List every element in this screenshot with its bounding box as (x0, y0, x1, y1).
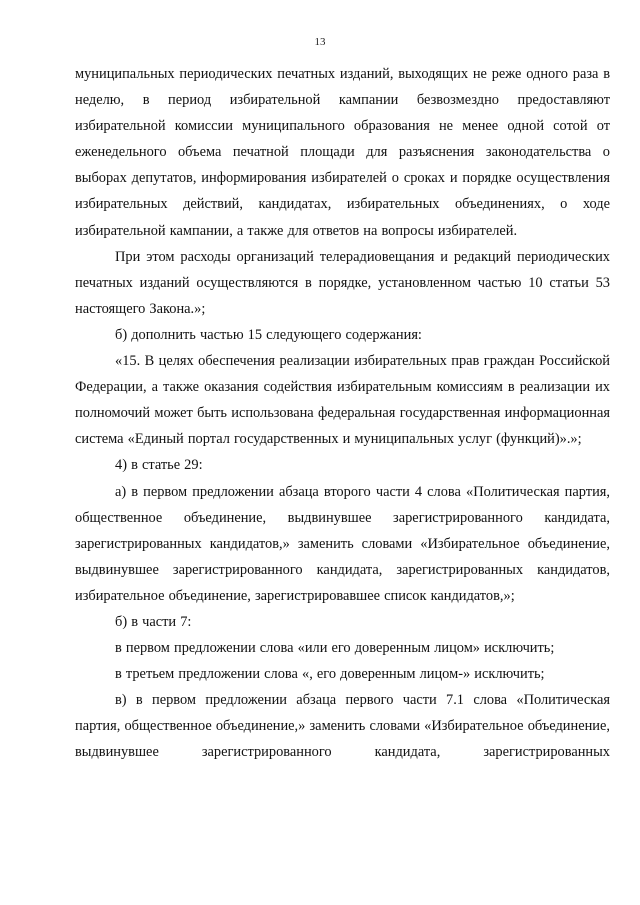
paragraph-continuation: муниципальных периодических печатных изданий, выходящих не реже одного раза в неделю, в период избирательной кампании безвозмездно предоставляют избирательной комиссии муниципального образования не менее одной сотой от еженедельного объема печатной площади для разъяснения законодательства о выборах депутатов, информирования избирателей о сроках и порядке осуществления избирательных действий, кандидатах, избирательных объединениях, о ходе избирательной кампании, а также для ответов на вопросы избирателей. (75, 66, 610, 239)
paragraph-expenses: При этом расходы организаций телерадиовещания и редакций периодических печатных изданий осуществляются в порядке, установленном частью 10 статьи 53 настоящего Закона.»; (75, 248, 610, 317)
paragraph-item-a-part-4: а) в первом предложении абзаца второго части 4 слова «Политическая партия, общественное объединение, выдвинувшее зарегистрированного кандидата, зарегистрированных кандидатов,» заменить словами «Избирательное объединение, выдвинувшее зарегистрированного кандидата, зарегистрированных кандидатов, избирательное объединение, зарегистрировавшее список кандидатов,»; (75, 483, 610, 604)
paragraph-item-v-part-7-1: в) в первом предложении абзаца первого части 7.1 слова «Политическая партия, общественное объединение,» заменить словами «Избирательное объединение, выдвинувшее зарегистрированного кандидата, зарегистрированных (75, 692, 610, 761)
paragraph-third-sentence-change: в третьем предложении слова «, его доверенным лицом-» исключить; (115, 666, 545, 683)
paragraph-item-b-part-7: б) в части 7: (115, 613, 192, 630)
document-body (75, 61, 610, 766)
paragraph-part-15-text: «15. В целях обеспечения реализации избирательных прав граждан Российской Федерации, а также оказания содействия избирательным комиссиям в реализации их полномочий может быть использована федеральная государственная информационная система «Единый портал государственных и муниципальных услуг (функций)».»; (75, 353, 610, 448)
paragraph-item-b-add-part-15: б) дополнить частью 15 следующего содержания: (115, 326, 422, 343)
paragraph-first-sentence-change: в первом предложении слова «или его доверенным лицом» исключить; (115, 640, 555, 657)
page-number: 13 (314, 36, 326, 48)
paragraph-item-4-article-29: 4) в статье 29: (115, 457, 203, 474)
